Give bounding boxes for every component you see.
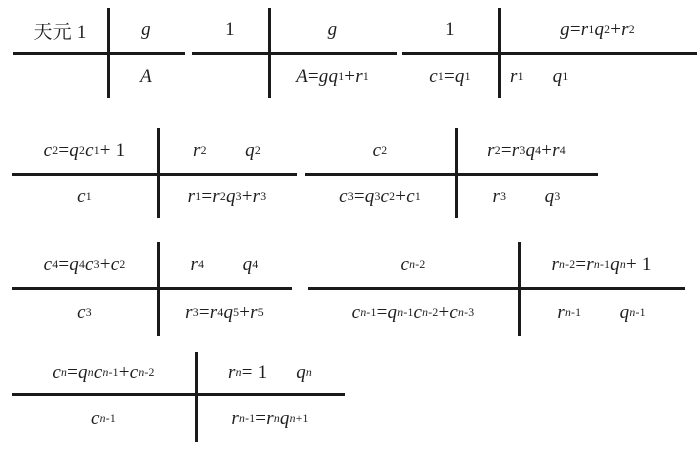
board-2-cell-top-right: g bbox=[327, 19, 338, 40]
board-8-cell-top-left: c n = q n c n-1 + c n-2 bbox=[52, 361, 155, 383]
board-2-cell-bottom-left bbox=[192, 55, 268, 98]
board-3-cell-bottom-left: c 1 = q 1 bbox=[429, 65, 471, 87]
board-4-cell-bottom-right: r 1 = r 2 q 3 + r 3 bbox=[187, 186, 267, 207]
board-1-cell-top-right: g bbox=[141, 19, 151, 40]
board-1-cell-bottom-left bbox=[13, 55, 107, 98]
board-6-cell-bottom-left: c 3 bbox=[77, 302, 92, 323]
board-5-cell-top-right: r 2 = r 3 q 4 + r 4 bbox=[487, 139, 566, 161]
board-3 bbox=[402, 8, 697, 98]
board-3-cell-top-left: 1 bbox=[445, 19, 455, 40]
board-8 bbox=[12, 352, 345, 442]
board-8-cell-top-right: r n = 1 q n bbox=[228, 361, 312, 383]
board-6-cell-top-right: r 4 q 4 bbox=[190, 253, 259, 275]
board-7-cell-bottom-right: r n-1 q n-1 bbox=[557, 302, 646, 323]
board-8-cell-bottom-left: c n-1 bbox=[91, 408, 116, 429]
board-7 bbox=[308, 242, 685, 336]
board-4-cell-bottom-left: c 1 bbox=[77, 186, 92, 207]
board-5 bbox=[305, 128, 598, 218]
board-2 bbox=[192, 8, 397, 98]
board-4-cell-top-right: r 2 q 2 bbox=[193, 139, 261, 161]
board-4-cell-top-left: c 2 = q 2 c 1 + 1 bbox=[43, 139, 126, 161]
board-1-cell-bottom-right: A bbox=[140, 65, 152, 87]
board-1 bbox=[13, 8, 185, 98]
board-3-cell-top-right: g = r 1 q 2 + r 2 bbox=[560, 19, 635, 40]
board-2-cell-bottom-right: A = gq 1 + r 1 bbox=[296, 65, 369, 87]
board-5-cell-bottom-right: r 3 q 3 bbox=[492, 186, 561, 207]
board-6-cell-top-left: c 4 = q 4 c 3 + c 2 bbox=[43, 253, 126, 275]
board-5-cell-bottom-left: c 3 = q 3 c 2 + c 1 bbox=[339, 186, 421, 207]
board-7-cell-top-right: r n-2 = r n-1 q n + 1 bbox=[551, 253, 652, 275]
board-1-cell-top-left: 天元 1 bbox=[33, 21, 87, 43]
board-6-cell-bottom-right: r 3 = r 4 q 5 + r 5 bbox=[185, 302, 264, 323]
board-4 bbox=[12, 128, 297, 218]
board-7-cell-bottom-left: c n-1 = q n-1 c n-2 + c n-3 bbox=[351, 302, 475, 323]
board-5-cell-top-left: c 2 bbox=[372, 139, 388, 161]
board-3-cell-bottom-right: r 1 q 1 bbox=[510, 65, 569, 87]
board-2-cell-top-left: 1 bbox=[225, 19, 235, 40]
board-7-cell-top-left: c n-2 bbox=[400, 253, 426, 275]
board-6 bbox=[12, 242, 292, 336]
board-8-cell-bottom-right: r n-1 = r n q n+1 bbox=[231, 408, 309, 429]
